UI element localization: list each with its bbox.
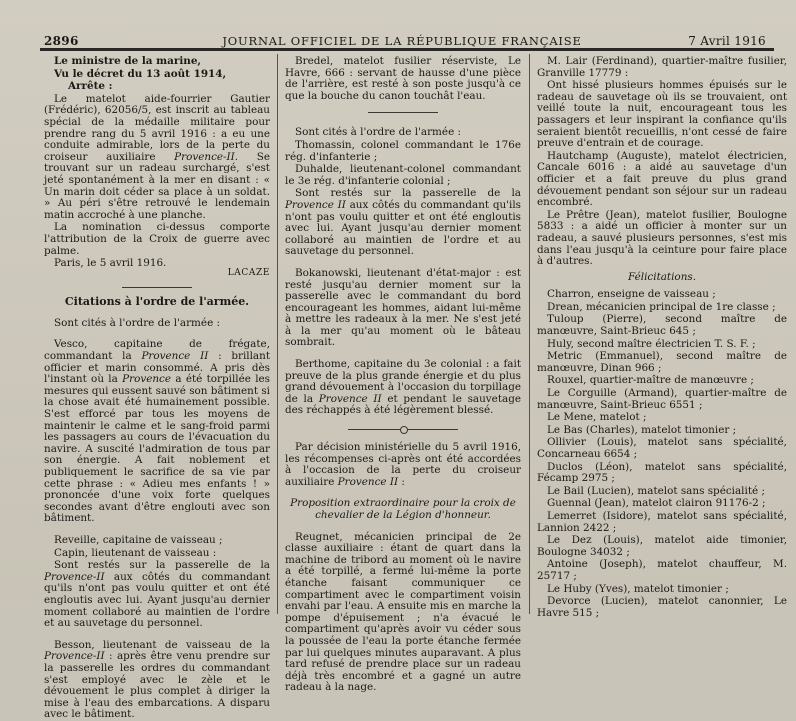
column-2	[285, 55, 521, 694]
list-item: Le Huby (Yves), matelot timonier ;	[547, 582, 729, 595]
section-heading: Citations à l'ordre de l'armée.	[64, 295, 250, 309]
minister-line: Le ministre de la marine,	[54, 55, 202, 67]
list-item: Le Bail (Lucien), matelot sans spécialité ;	[547, 484, 765, 497]
decree-line: Vu le décret du 13 août 1914,	[54, 67, 227, 80]
paragraph: Hautchamp (Auguste), matelot électricien, Cancale 6016 : a aidé au sauvetage d'un officier et a fait preuve du plus grand dévouement pendant son séjour sur un radeau encombré.	[537, 149, 787, 209]
divider	[122, 287, 192, 288]
divider	[368, 112, 438, 113]
list-item: Guennal (Jean), matelot clairon 91176-2 ;	[547, 497, 766, 510]
paragraph: Reveille, capitaine de vaisseau ;	[54, 533, 223, 546]
column-1	[44, 55, 270, 721]
paragraph: Sont restés sur la passerelle de la Provence II aux côtés du commandant qu'ils n'ont pas voulu quitter et ont été engloutis avec lui. Ayant jusqu'au dernier moment collaboré au maintien de l'ordre et au sauvetage du personnel.	[285, 187, 521, 258]
subheading: Proposition extraordinaire pour la croix de chevalier de la Légion d'honneur.	[290, 497, 516, 521]
signature-place: Paris, le 5 avril 1916.	[54, 257, 167, 270]
felicitations-list	[537, 289, 787, 619]
list-item: Metric (Emmanuel), second maître de manœuvre, Dinan 966 ;	[537, 350, 787, 374]
list-item: Devorce (Lucien), matelot canonnier, Le Havre 515 ;	[537, 595, 787, 619]
list-item: Rouxel, quartier-maître de manœuvre ;	[547, 374, 754, 387]
list-item: Huly, second maître électricien T. S. F. ;	[547, 337, 756, 350]
paragraph: Bredel, matelot fusilier réserviste, Le Havre, 666 : servant de hausse d'une pièce de l'arrière, est resté à son poste jusqu'à ce que la bouche du canon touchât l'eau.	[285, 55, 521, 102]
column-divider	[529, 54, 530, 614]
list-item: Le Mene, matelot ;	[547, 411, 647, 424]
paragraph: Par décision ministérielle du 5 avril 1916, les récompenses ci-après ont été accordées à l'occasion de la perte du croiseur auxiliaire Provence II :	[285, 441, 521, 488]
list-item: Charron, enseigne de vaisseau ;	[547, 288, 716, 301]
list-item: Ollivier (Louis), matelot sans spécialité, Concarneau 6654 ;	[537, 436, 787, 460]
header-rule	[40, 48, 774, 51]
list-item: Le Bas (Charles), matelot timonier ;	[547, 423, 737, 436]
column-3	[537, 55, 787, 619]
page-number: 2896	[44, 34, 79, 48]
list-item: Le Corguille (Armand), quartier-maître de manœuvre, Saint-Brieuc 6551 ;	[537, 387, 787, 411]
signature-name: LACAZE	[227, 267, 270, 278]
column-divider	[277, 54, 278, 614]
issue-date: 7 Avril 1916	[688, 34, 766, 48]
paragraph: Vesco, capitaine de frégate, commandant la Provence II : brillant officier et marin consommé. A pris dès l'instant où la Provence a été torpillée les mesures qui eussent sauvé son bâtiment si la chose avait été humainement possible. S'est efforcé par tous les moyens de maintenir le calme et le sang-froid parmi les passagers au cours de l'évacuation du navire. A suscité l'admiration de tous par son énergie. A fait noblement et publiquement le sacrifice de sa vie par cette phrase : « Adieu mes enfants ! » prononcée d'une voix forte quelques secondes avant d'être englouti avec son bâtiment.	[44, 338, 270, 525]
list-item: Drean, mécanicien principal de 1re classe ;	[547, 300, 776, 313]
paragraph: Berthome, capitaine du 3e colonial : a fait preuve de la plus grande énergie et du plus grand dévouement à l'occasion du torpillage de la Provence II et pendant le sauvetage des réchappés à été légèrement blessé.	[285, 358, 521, 417]
felicitations-heading: Félicitations.	[627, 270, 697, 283]
paragraph: Thomassin, colonel commandant le 176e rég. d'infanterie ;	[285, 138, 521, 163]
arrete-heading: Arrête :	[68, 80, 113, 93]
paragraph: Duhalde, lieutenant-colonel commandant le 3e rég. d'infanterie colonial ;	[285, 163, 521, 187]
paragraph: Ont hissé plusieurs hommes épuisés sur le radeau de sauvetage où ils se trouvaient, ont veillé toute la nuit, encourageant tous les passagers et leur inspirant la confiance qu'ils seraient bientôt recueillis, n'ont cessé de faire preuve d'entrain et de courage.	[537, 79, 787, 150]
paragraph: Le Prêtre (Jean), matelot fusilier, Boulogne 5833 : a aidé un officier à monter sur un radeau, a sauvé plusieurs personnes, s'est mis dans l'eau jusqu'à la ceinture pour faire place à d'autres.	[537, 208, 787, 268]
paragraph: Sont restés sur la passerelle de la Provence-II aux côtés du commandant qu'ils n'ont pas voulu quitter et ont été engloutis avec lui. Ayant jusqu'au dernier moment collaboré au maintien de l'ordre et au sauvetage du personnel.	[44, 559, 270, 630]
paragraph: Besson, lieutenant de vaisseau de la Provence-II : après être venu prendre sur la passerelle les ordres du commandant s'est employé avec le zèle et le dévouement le plus complet à diriger la mise à l'eau des embarcations. A disparu avec le bâtiment.	[44, 638, 270, 721]
list-item: Duclos (Léon), matelot sans spécialité, Fécamp 2975 ;	[537, 460, 787, 485]
paragraph: Reugnet, mécanicien principal de 2e classe auxiliaire : étant de quart dans la machine de tribord au moment où le navire a été torpillé, a fermé lui-même la porte étanche faisant communiquer ce compartiment avec le compartiment voisin envahi par l'eau. A ensuite mis en marche la pompe d'épuisement ; n'a évacué le compartiment qu'après avoir vu céder sous la poussée de l'eau la porte étanche fermée par lui quelques minutes auparavant. A plus tard refusé de prendre place sur un radeau déjà très encombré et a gagné un autre radeau à la nage.	[285, 530, 521, 694]
paragraph: Capin, lieutenant de vaisseau :	[54, 546, 217, 559]
paragraph: Sont cités à l'ordre de l'armée :	[295, 126, 462, 139]
paragraph: La nomination ci-dessus comporte l'attribution de la Croix de guerre avec palme.	[44, 221, 270, 257]
list-item: Tuloup (Pierre), second maître de manœuvre, Saint-Brieuc 645 ;	[537, 313, 787, 338]
paragraph: Le matelot aide-fourrier Gautier (Frédéric), 62056/5, est inscrit au tableau spécial de la médaille militaire pour prendre rang du 5 avril 1916 : a eu une conduite admirable, lors de la perte du croiseur auxiliaire Provence-II. Se trouvant sur un radeau surchargé, s'est jeté spontanément à la mer en disant : « Un marin doit céder sa place à un soldat. » Au péri s'être retrouvé le lendemain matin accroché à une planche.	[44, 92, 270, 221]
paragraph: Sont cités à l'ordre de l'armée :	[54, 316, 221, 329]
list-item: Antoine (Joseph), matelot chauffeur, M. 25717 ;	[537, 558, 787, 582]
journal-title: JOURNAL OFFICIEL DE LA RÉPUBLIQUE FRANÇAISE	[222, 34, 582, 48]
page-header	[30, 30, 774, 50]
ornament-divider	[348, 429, 458, 430]
paragraph: Bokanowski, lieutenant d'état-major : est resté jusqu'au dernier moment sur la passerelle avec le commandant du bord encourageant les hommes, aidant lui-même à mettre les radeaux à la mer. Ne s'est jeté à la mer qu'au moment où le bâteau sombrait.	[285, 266, 521, 349]
paragraph: M. Lair (Ferdinand), quartier-maître fusilier, Granville 17779 :	[537, 55, 787, 79]
list-item: Le Dez (Louis), matelot aide timonier, Boulogne 34032 ;	[537, 534, 787, 558]
list-item: Lemerret (Isidore), matelot sans spécialité, Lannion 2422 ;	[537, 509, 787, 534]
